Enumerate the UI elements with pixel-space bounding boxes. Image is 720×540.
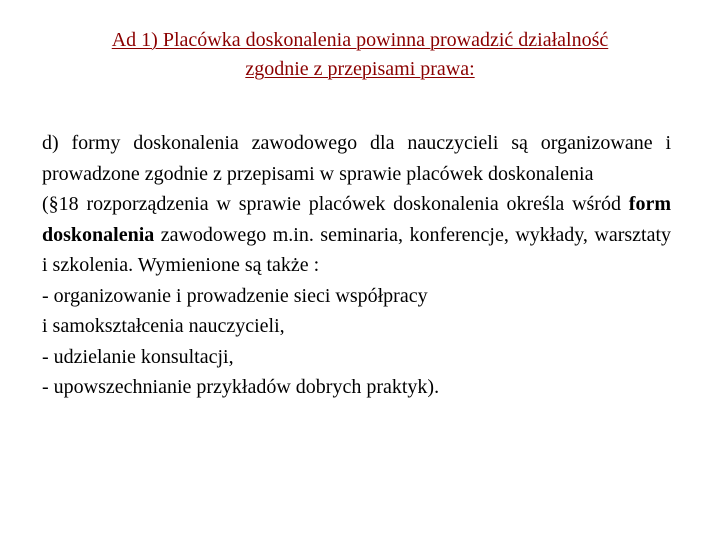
list-item-1 xyxy=(42,281,671,342)
title-line-2: zgodnie z przepisami prawa: xyxy=(245,58,475,80)
list-item-2: - udzielanie konsultacji, xyxy=(42,345,234,368)
list-item-3: - upowszechnianie przykładów dobrych praktyk). xyxy=(42,376,440,398)
regulation-text-start: (§18 rozporządzenia w sprawie placówek doskonalenia określa wśród xyxy=(42,193,629,215)
point-d: d) formy doskonalenia zawodowego dla nauczycieli są organizowane i prowadzone zgodnie z przepisami w sprawie placówek doskonalenia xyxy=(42,132,671,185)
title-line-1: Ad 1) Placówka doskonalenia powinna prowadzić działalność xyxy=(111,29,609,51)
slide-body xyxy=(42,128,671,403)
list-item-1-line-2: i samokształcenia nauczycieli, xyxy=(42,315,285,337)
slide-title xyxy=(40,26,680,84)
regulation-text-end: zawodowego m.in. seminaria, konferencje, wykłady, warsztaty i szkolenia. Wymienione są także : xyxy=(42,223,671,276)
list-item-1-line-1: - organizowanie i prowadzenie sieci współpracy xyxy=(42,284,428,307)
regulation-paragraph xyxy=(42,189,671,281)
regulation-text-bold: form doskonalenia xyxy=(42,193,671,246)
